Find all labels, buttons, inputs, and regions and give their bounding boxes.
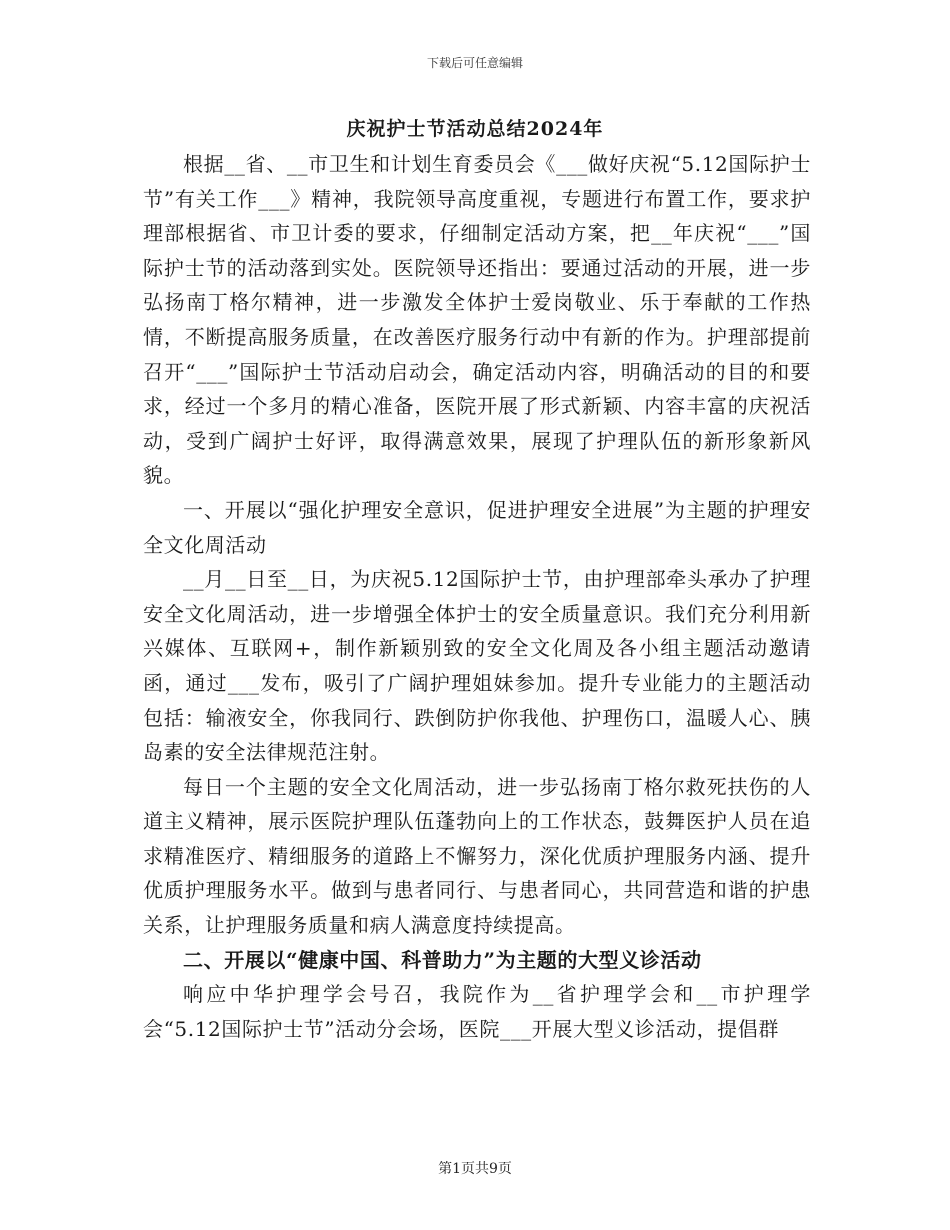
document-body <box>143 147 811 1046</box>
paragraph-daily-theme: 每日一个主题的安全文化周活动，进一步弘扬南丁格尔救死扶伤的人道主义精神，展示医院护理队伍蓬勃向上的工作状态，鼓舞医护人员在追求精准医疗、精细服务的道路上不懈努力，深化优质护理服务内涵、提升优质护理服务水平。做到与患者同行、与患者同心，共同营造和谐的护患关系，让护理服务质量和病人满意度持续提高。 <box>143 774 811 938</box>
paragraph-safety-week: __月__日至__日，为庆祝5.12国际护士节，由护理部牵头承办了护理安全文化周活动，进一步增强全体护士的安全质量意识。我们充分利用新兴媒体、互联网+，制作新颖别致的安全文化周及各小组主题活动邀请函，通过___发布，吸引了广阔护理姐妹参加。提升专业能力的主题活动包括：输液安全，你我同行、跌倒防护你我他、护理伤口，温暖人心、胰岛素的安全法律规范注射。 <box>143 567 811 765</box>
header-note: 下载后可任意编辑 <box>426 56 523 70</box>
paragraph-intro: 根据__省、__市卫生和计划生育委员会《___做好庆祝“5.12国际护士节”有关工作___》精神，我院领导高度重视，专题进行布置工作，要求护理部根据省、市卫计委的要求，仔细制定活动方案，把__年庆祝“___”国际护士节的活动落到实处。医院领导还指出：要通过活动的开展，进一步弘扬南丁格尔精神，进一步激发全体护士爱岗敬业、乐于奉献的工作热情，不断提高服务质量，在改善医疗服务行动中有新的作为。护理部提前召开“___”国际护士节活动启动会，确定活动内容，明确活动的目的和要求，经过一个多月的精心准备，医院开展了形式新颖、内容丰富的庆祝活动，受到广阔护士好评，取得满意效果，展现了护理队伍的新形象新风貌。 <box>143 152 811 488</box>
document-title: 庆祝护士节活动总结2024年 <box>346 118 604 140</box>
section-heading-2: 二、开展以“健康中国、科普助力”为主题的大型义诊活动 <box>183 947 702 972</box>
section-heading-1: 一、开展以“强化护理安全意识，促进护理安全进展”为主题的护理安全文化周活动 <box>143 497 811 557</box>
paragraph-clinic: 响应中华护理学会号召，我院作为__省护理学会和__市护理学会“5.12国际护士节”活动分会场，医院___开展大型义诊活动，提倡群 <box>143 982 811 1041</box>
page-indicator: 第1页共9页 <box>438 1161 512 1177</box>
